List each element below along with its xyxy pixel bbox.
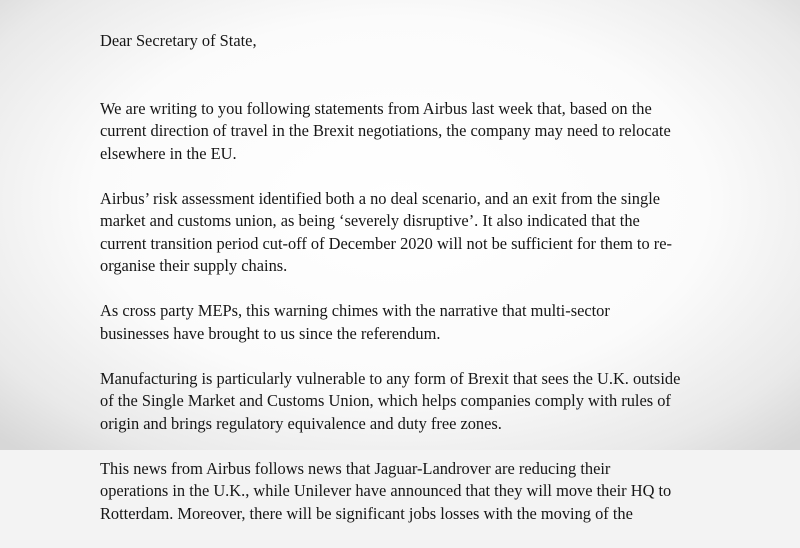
paragraph-jaguar-unilever: This news from Airbus follows news that Jaguar-Landrover are reducing their operations in the U.K., while Unilever have announced that they will move their HQ to Rotterdam. Moreover, there will be significant jobs losses with the moving of the bbox=[100, 458, 672, 523]
paragraph-airbus-statement: We are writing to you following statements from Airbus last week that, based on the current direction of travel in the Brexit negotiations, the company may need to relocate elsewhere in the EU. bbox=[100, 98, 671, 163]
letter-body bbox=[100, 30, 740, 548]
paragraph-risk-assessment: Airbus’ risk assessment identified both a no deal scenario, and an exit from the single market and customs union, as being ‘severely disruptive’. It also indicated that the current transition period cut-off of December 2020 will not be sufficient for them to re- organise their supply chains. bbox=[100, 188, 672, 275]
paragraph-cross-party-meps: As cross party MEPs, this warning chimes with the narrative that multi-sector businesses have brought to us since the referendum. bbox=[100, 301, 610, 343]
paragraph-manufacturing: Manufacturing is particularly vulnerable to any form of Brexit that sees the U.K. outside of the Single Market and Customs Union, which helps companies comply with rules of origin and brings regulatory equivalence and duty free zones. bbox=[100, 368, 681, 433]
salutation: Dear Secretary of State, bbox=[100, 31, 257, 50]
